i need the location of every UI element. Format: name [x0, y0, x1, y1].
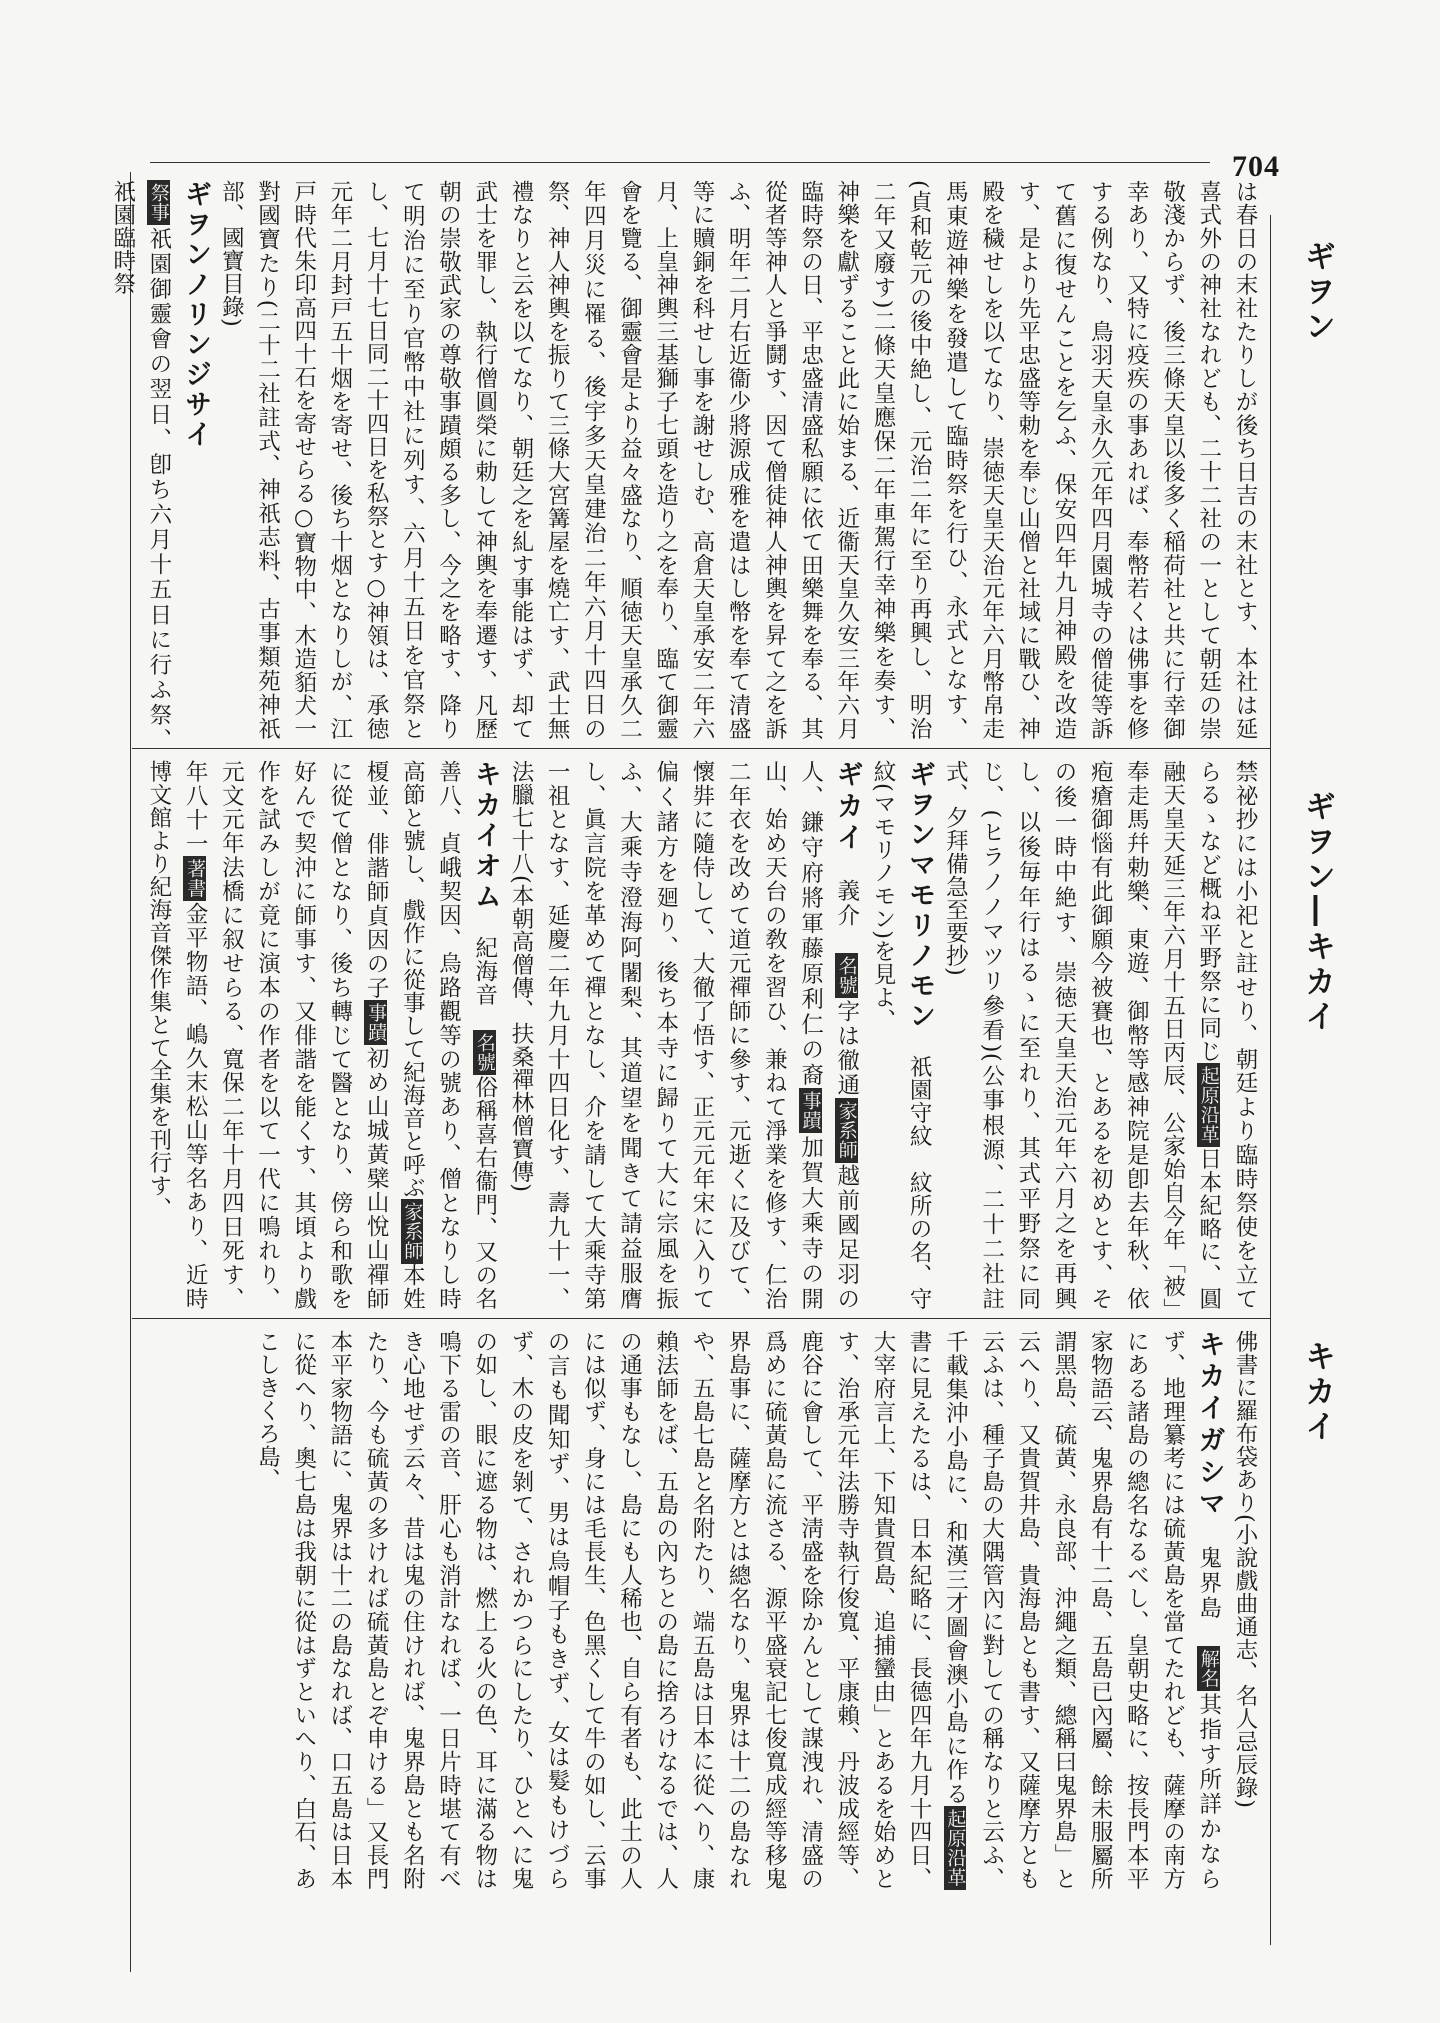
section-tag: 家系師: [401, 1199, 424, 1264]
right-frame-rule: [1270, 215, 1271, 1945]
text-band-top: [109, 180, 1263, 741]
band-divider-1: [132, 748, 1270, 749]
section-tag: 家系師: [835, 1098, 858, 1163]
headword: ギヲンマモリノモン: [904, 760, 936, 1032]
running-head-bottom: キカイ: [1299, 1340, 1335, 1445]
section-tag: 事蹟: [799, 1088, 822, 1133]
page-number: 704: [1232, 150, 1280, 183]
entry-rinjisai-cont: [937, 760, 1263, 1310]
headword-kanji: 祇園守紋: [906, 1055, 933, 1148]
body-text: 日本紀略に、圓融天皇天延三年六月十五日丙辰、公家始自今年「被」奉走馬幷勅樂、東遊、御幣等感神院是卽去年秋、依疱瘡御惱有此御願今被賽也、とあるを初めとす、その後一時中絶す、崇徳天皇天治元年六月之を再興し、以後毎年行はるゝに至れり、其式平野祭に同じ、(ヒラノノマツリ參看)(公事根源、二十二社註式、夕拜備急至要抄): [942, 760, 1222, 1311]
running-head-middle: ギヲン―キカイ: [1299, 790, 1335, 1035]
entry-gikai: [503, 760, 865, 1310]
body-text: 佛書に羅布袋あり(小說戲曲通志、名人忌辰錄): [1232, 1330, 1258, 1809]
body-text: 祇園御靈會の翌日、卽ち六月十五日に行ふ祭、: [145, 225, 172, 740]
entry-gion-shrine-body: [213, 180, 1263, 740]
body-text: 俗稱喜右衞門、又の名善八、貞峨契因、烏路觀等の號あり、僧となりし時高節と號し、戲作に從事して紀海音と呼ぶ: [399, 760, 498, 1310]
entry-gion-rinjisai-body: [105, 180, 177, 740]
headword-kanji: 義介: [833, 879, 860, 929]
entry-gion-mamori-mon: [865, 760, 937, 1310]
headword: キカイオム: [469, 760, 501, 913]
body-text: 其指す所詳かならず、地理纂考には硫黃島を當てたれども、薩摩の南方にある諸島の總名なるべし、皇朝史略に、按長門本平家物語云、鬼界島有十二島、五島已內屬、餘未服屬所謂黑島、硫黃、永良部、沖繩之類、總稱曰鬼界島」と云へり、又貴賀井島、貴海島とも書す、又薩摩方とも云ふは、種子島の大隅管內に對しての稱なりと云ふ、千載集沖小島に、和漢三才圖會澳小島に作る: [942, 1330, 1222, 1891]
entry-kikaigashima: [249, 1330, 1226, 1890]
band-bottom-columns: [138, 1330, 1263, 1890]
body-text: 金平物語、嶋久末松山等名あり、近時博文館より紀海音傑作集とて全集を刊行す、: [145, 760, 209, 1311]
headword: ギカイ: [831, 760, 863, 855]
body-text: は春日の末社たりしが後ち日吉の末社とす、本社は延喜式外の神社なれども、二十二社の一として朝廷の崇敬淺からず、後三條天皇以後多く稲荷社と共に行幸御幸あり、又特に疫疾の事あれば、奉幣若くは佛事を修する例なり、鳥羽天皇永久元年四月園城寺の僧徒等訴て舊に復せんことを乞ふ、保安四年九月神殿を改造す、是より先平忠盛等勅を奉じ山僧と社域に戰ひ、神殿を穢せしを以てなり、崇徳天皇天治元年六月幣帛走馬東遊神樂を發遣して臨時祭を行ひ、永式となす、(貞和乾元の後中絶し、元治二年に至り再興し、明治二年又廢す)二條天皇應保二年車駕行幸神樂を奏す、神樂を獻ずること此に始まる、近衞天皇久安三年六月臨時祭の日、平忠盛清盛私願に依て田樂舞を奉る、其從者等神人と爭鬪す、因て僧徒神人神輿を昇て之を訴ふ、明年二月右近衞少將源成雅を遣はし幣を奉て清盛等に贖銅を科せし事を謝せしむ、高倉天皇承安二年六月、上皇神輿三基獅子七頭を造り之を奉り、臨て御靈會を覽る、御靈會是より益々盛なり、順徳天皇承久二年四月災に罹る、後宇多天皇建治二年六月十四日の祭、神人神輿を振りて三條大宮篝屋を燒亡す、武士無禮なりと云を以てなり、朝廷之を糺す事能はず、却て武士を罪し、執行僧圓榮に勅して神輿を奉遷す、凡歷朝の崇敬武家の尊敬事蹟頗る多し、今之を略す、降りて明治に至り官幣中社に列す、六月十五日を官祭とし、七月十七日同二十四日を私祭とす○神領は、承徳元年二月封戸五十烟を寄せ、後ち十烟となりしが、江戸時代朱印高四十石を寄せらる○寶物中、木造貊犬一對國寶たり(二十二社註式、神祇志料、古事類苑神祇部、國寶目錄): [218, 180, 1258, 741]
entry-kikaion-cont: [1227, 1330, 1263, 1890]
entry-gion-rinjisai: [177, 180, 213, 740]
headword-kanji: 祇園臨時祭: [109, 180, 136, 295]
band-divider-2: [132, 1318, 1270, 1319]
body-text: 禁祕抄には小祀と註せり、朝廷より臨時祭使を立てらるゝなど概ね平野祭に同じ: [1195, 760, 1258, 1310]
section-tag: 著書: [183, 856, 206, 901]
section-tag: 名號: [835, 953, 858, 998]
band-middle-columns: [138, 760, 1263, 1310]
headword: ギヲンノリンジサイ: [180, 180, 212, 450]
top-rule: [150, 162, 1210, 163]
headword-kanji: 紀海音: [471, 936, 498, 1007]
body-text: 字は徹通: [833, 998, 860, 1099]
body-text: 加賀大乘寺の開山、始め天台の敎を習ひ、兼ねて淨業を修す、仁治二年衣を改めて道元禪師に參す、元逝くに及びて、懷弉に隨侍して、大徹了悟す、正元元年宋に入りて偏く諸方を廻り、後ち本寺に歸りて大に宗風を振ふ、大乘寺澄海阿闍梨、其道望を聞きて請益服膺し、眞言院を革めて禪となし、介を請して大乘寺第一祖となす、延慶二年九月十四日化す、壽九十一、法臘七十八(本朝高僧傳、扶桑禪林僧寶傳): [507, 760, 824, 1310]
headword-kanji: 鬼界島: [1195, 1546, 1222, 1621]
section-tag: 起原沿革: [1197, 1063, 1220, 1147]
body-text: 本姓榎並、俳諧師貞因の子: [363, 760, 426, 1311]
body-text: 越前國足羽の人、鎌守府將軍藤原利仁の裔: [797, 760, 860, 1311]
section-tag: 解名: [1197, 1646, 1220, 1691]
text-band-middle: [138, 760, 1263, 1310]
section-tag: 起原沿革: [944, 1806, 967, 1890]
running-head-top: ギヲン: [1299, 240, 1335, 345]
section-tag: 祭事: [147, 180, 170, 225]
body-text: 紋所の名、守紋(マモリノモン)を見よ、: [869, 760, 933, 1311]
section-tag: 名號: [473, 1030, 496, 1075]
band-top-columns: [109, 180, 1263, 741]
body-text: 初め山城黃檗山悅山禪師に從て僧となり、後ち轉じて醫となり、傍ら和歌を好んで契沖に師事す、又俳諧を能くす、其頃より戲作を試みしが竟に演本の作者を以て一代に鳴れり、元文元年法橋に叙せらる、寬保二年十月四日死す、年八十一: [182, 760, 390, 1311]
headword: キカイガシマ: [1193, 1330, 1225, 1522]
entry-kikaion: [141, 760, 503, 1310]
body-text: 書に見えたるは、日本紀略に、長德四年九月十四日、大宰府言上、下知貴賀島、追捕蠻由」とあるを始めとす、治承元年法勝寺執行俊寬、平康賴、丹波成經等、鹿谷に會して、平淸盛を除かんとして謀洩れ、清盛の爲めに硫黃島に流さる、源平盛衰記七俊寬成經等移鬼界島事に、薩摩方とは總名なり、鬼界は十二の島なれや、五島七島と名附たり、端五島は日本に從へり、康賴法師をば、五島の內ちとの島に捨ろけなるでは、人の通事もなし、島にも人稀也、自ら有者も、此土の人には似ず、身には毛長生、色黑くして牛の如し、云事の言も聞知ず、男は烏帽子もきず、女は髮もけづらず、木の皮を剝て、されかつらにしたり、ひとへに鬼の如し、眼に遮る物は、燃上る火の色、耳に滿る物は鳴下る雷の音、肝心も消計なれば、一日片時堪て有べき心地せず云々、昔は鬼の住ければ、鬼界島とも名附たり、今も硫黃の多ければ硫黃島とぞ申ける」又長門本平家物語に、鬼界は十二の島なれば、口五島は日本に從へり、奧七島は我朝に從はずといへり、白石、あこしきくろ島、: [254, 1330, 933, 1891]
text-band-bottom: [138, 1330, 1263, 1890]
section-tag: 事蹟: [364, 1000, 387, 1045]
